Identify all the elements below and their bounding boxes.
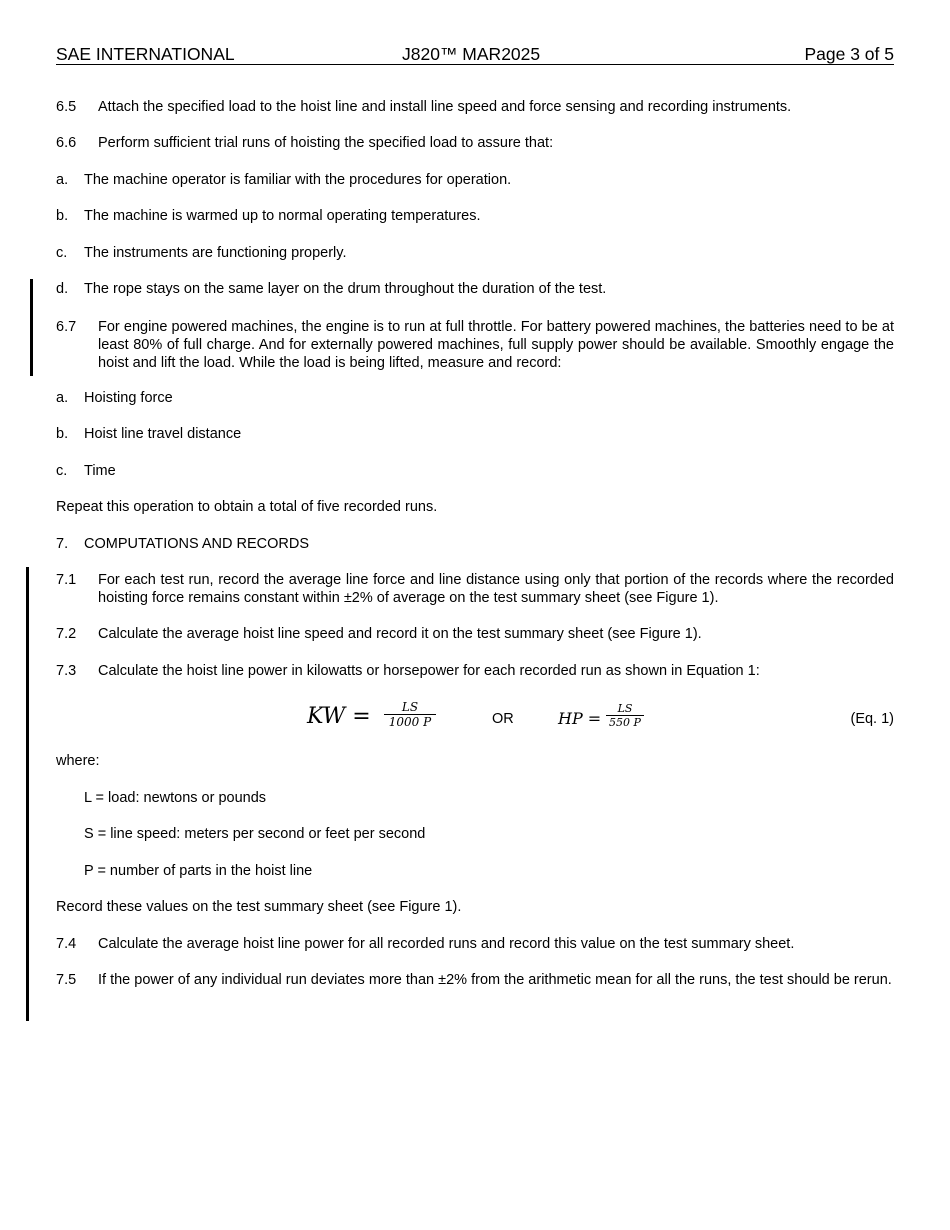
header-org: SAE INTERNATIONAL	[56, 44, 235, 64]
section-number: 7.	[56, 536, 69, 552]
equation-hp-fraction	[606, 702, 644, 729]
section-number: 7.5	[56, 972, 77, 988]
paragraph-repeat: Repeat this operation to obtain a total of five recorded runs.	[56, 499, 438, 515]
equation-kw-numerator: LS	[401, 700, 419, 714]
section-text: For engine powered machines, the engine is to run at full throttle. For battery powered machines, the batteries need to be at least 80% of full charge. And for externally powered machines, full supply power should be available. Smoothly engage the hoist and lift the load. While the load is being lifted, measure and record:	[98, 319, 894, 371]
change-bar	[26, 567, 29, 1021]
equation-hp-lhs: HP =	[558, 709, 602, 728]
header-page-number: Page 3 of 5	[804, 44, 894, 64]
list-text: The machine is warmed up to normal operating temperatures.	[84, 208, 481, 224]
list-text: Hoisting force	[84, 390, 173, 406]
equation-hp-denominator: 550 P	[606, 715, 644, 729]
list-text: Time	[84, 463, 116, 479]
section-number: 7.1	[56, 572, 77, 588]
section-number: 6.6	[56, 135, 77, 151]
change-bar	[30, 279, 33, 376]
section-number: 7.3	[56, 663, 77, 679]
paragraph-record: Record these values on the test summary sheet (see Figure 1).	[56, 899, 462, 915]
section-text: Attach the specified load to the hoist line and install line speed and force sensing and recording instruments.	[98, 99, 792, 115]
section-title: COMPUTATIONS AND RECORDS	[84, 536, 310, 552]
page-header	[56, 44, 894, 65]
section-number: 7.2	[56, 626, 77, 642]
definition-l: L = load: newtons or pounds	[84, 790, 267, 806]
definition-s: S = line speed: meters per second or feet per second	[84, 826, 426, 842]
section-text: Perform sufficient trial runs of hoisting the specified load to assure that:	[98, 135, 554, 151]
list-letter: b.	[56, 426, 69, 442]
list-letter: c.	[56, 245, 68, 261]
list-letter: a.	[56, 172, 69, 188]
equation-hp-numerator: LS	[617, 702, 633, 715]
equation-kw-fraction	[384, 700, 436, 729]
where-label: where:	[56, 753, 100, 769]
section-number: 7.4	[56, 936, 77, 952]
section-text: Calculate the average hoist line power for all recorded runs and record this value on the test summary sheet.	[98, 936, 795, 952]
list-text: The instruments are functioning properly.	[84, 245, 347, 261]
list-letter: d.	[56, 281, 69, 297]
section-number: 6.5	[56, 99, 77, 115]
list-letter: a.	[56, 390, 69, 406]
section-text: Calculate the average hoist line speed and record it on the test summary sheet (see Figure 1).	[98, 626, 702, 642]
equation-label: (Eq. 1)	[850, 711, 894, 727]
section-text: Calculate the hoist line power in kilowatts or horsepower for each recorded run as shown in Equation 1:	[98, 663, 760, 679]
list-letter: c.	[56, 463, 68, 479]
list-text: The machine operator is familiar with the procedures for operation.	[84, 172, 512, 188]
list-text: Hoist line travel distance	[84, 426, 242, 442]
equation-or: OR	[492, 711, 514, 727]
definition-p: P = number of parts in the hoist line	[84, 863, 313, 879]
section-text: If the power of any individual run deviates more than ±2% from the arithmetic mean for all the runs, the test should be rerun.	[98, 972, 892, 988]
equation-kw-lhs: KW =	[307, 704, 371, 729]
header-doc-id: J820™ MAR2025	[402, 44, 541, 64]
section-text: For each test run, record the average line force and line distance using only that portion of the records where the recorded hoisting force remains constant within ±2% of average on the test summary sheet (see Figure 1).	[98, 572, 894, 606]
equation-kw-denominator: 1000 P	[384, 714, 436, 729]
list-text: The rope stays on the same layer on the drum throughout the duration of the test.	[84, 281, 607, 297]
list-letter: b.	[56, 208, 69, 224]
section-number: 6.7	[56, 319, 77, 335]
